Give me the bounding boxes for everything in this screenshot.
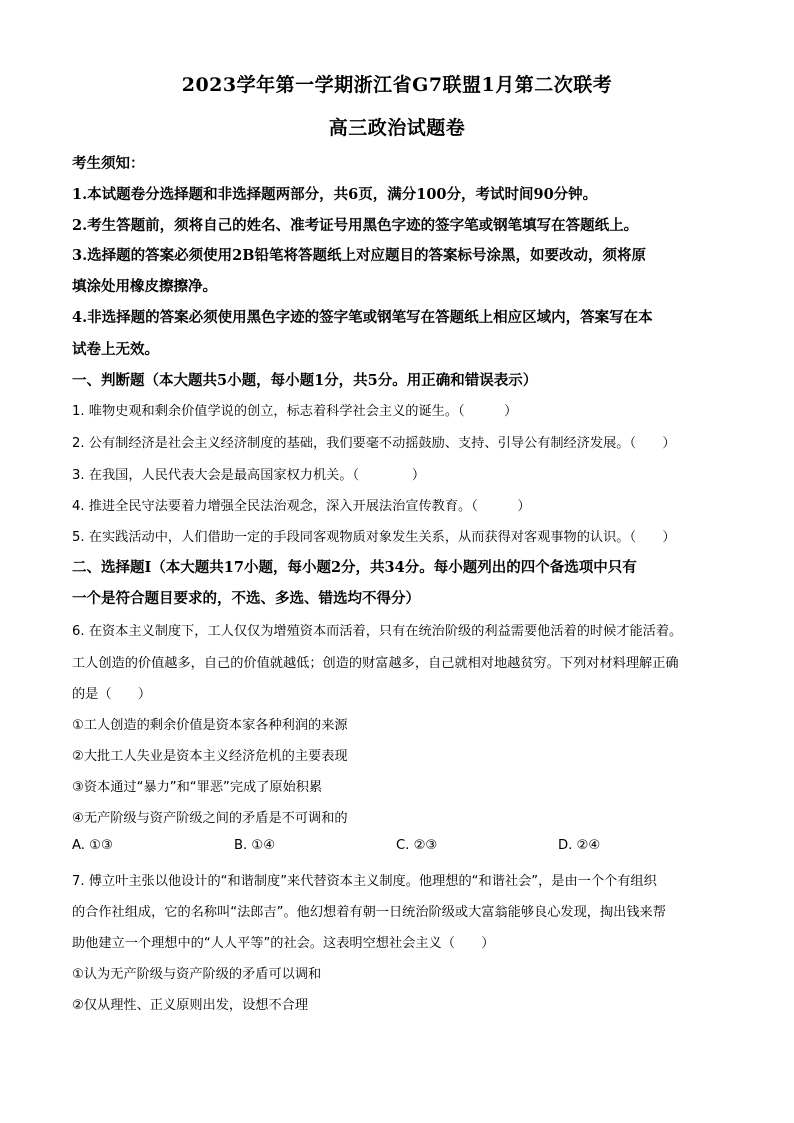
notice-item-3: 3.选择题的答案必须使用2B铅笔将答题纸上对应题目的答案标号涂黑，如要改动，须将原	[72, 247, 646, 264]
question-1: 1. 唯物史观和剩余价值学说的创立，标志着科学社会主义的诞生。（ ）	[72, 404, 518, 419]
question-6-option-c: C. ②③	[396, 838, 438, 853]
question-7-statement-2: ②仅从理性、正义原则出发，设想不合理	[72, 998, 309, 1013]
notice-item-1: 1.本试题卷分选择题和非选择题两部分，共6页，满分100分，考试时间90分钟。	[72, 186, 598, 203]
question-6-stem-end: 的是（ ）	[72, 687, 152, 702]
question-7-statement-1: ①认为无产阶级与资产阶级的矛盾可以调和	[72, 967, 322, 982]
page-title: 2023学年第一学期浙江省G7联盟1月第二次联考	[181, 74, 613, 96]
notice-item-2: 2.考生答题前，须将自己的姓名、准考证号用黑色字迹的签字笔或钢笔填写在答题纸上。	[72, 217, 639, 234]
question-4: 4. 推进全民守法要着力增强全民法治观念，深入开展法治宣传教育。（ ）	[72, 499, 531, 514]
question-6-stem-cont: 工人创造的价值越多，自己的价值就越低；创造的财富越多，自己就相对地越贫穷。下列对材料理解正确	[72, 656, 679, 671]
notice-item-3-cont: 填涂处用橡皮擦擦净。	[72, 278, 217, 295]
question-6-statement-2: ②大批工人失业是资本主义经济危机的主要表现	[72, 749, 348, 764]
question-6-statement-4: ④无产阶级与资产阶级之间的矛盾是不可调和的	[72, 811, 348, 826]
question-6-option-d: D. ②④	[558, 838, 601, 853]
notice-heading: 考生须知：	[72, 155, 145, 172]
question-6-option-a: A. ①③	[72, 838, 113, 853]
question-7-stem: 7. 傅立叶主张以他设计的“和谐制度”来代替资本主义制度。他理想的“和谐社会”，是由一个个有组织	[72, 874, 657, 889]
section-2-heading-cont: 一个是符合题目要求的，不选、多选、错选均不得分）	[72, 590, 420, 607]
notice-item-4: 4.非选择题的答案必须使用黑色字迹的签字笔或钢笔写在答题纸上相应区域内，答案写在本	[72, 309, 653, 326]
page-subtitle: 高三政治试题卷	[328, 117, 466, 139]
question-7-stem-cont: 的合作社组成，它的名称叫“法郎吉”。他幻想着有朝一日统治阶级或大富翁能够良心发现，掏出钱来帮	[72, 905, 666, 920]
question-7-stem-end: 助他建立一个理想中的“人人平等”的社会。这表明空想社会主义（ ）	[72, 936, 495, 951]
question-2: 2. 公有制经济是社会主义经济制度的基础，我们要毫不动摇鼓励、支持、引导公有制经济发展。（ ）	[72, 436, 676, 451]
section-1-heading: 一、判断题（本大题共5小题，每小题1分，共5分。用正确和错误表示）	[72, 372, 538, 389]
question-6-stem: 6. 在资本主义制度下，工人仅仅为增殖资本而活着，只有在统治阶级的利益需要他活着的时候才能活着。	[72, 624, 683, 639]
question-5: 5. 在实践活动中，人们借助一定的手段同客观物质对象发生关系，从而获得对客观事物的认识。（ ）	[72, 530, 676, 545]
question-6-statement-3: ③资本通过“暴力”和“罪恶”完成了原始积累	[72, 780, 323, 795]
notice-item-4-cont: 试卷上无效。	[72, 341, 159, 358]
section-2-heading: 二、选择题Ⅰ（本大题共17小题，每小题2分，共34分。每小题列出的四个备选项中只有	[72, 559, 637, 576]
question-3: 3. 在我国，人民代表大会是最高国家权力机关。（ ）	[72, 468, 426, 483]
question-6-option-b: B. ①④	[234, 838, 276, 853]
question-6-statement-1: ①工人创造的剩余价值是资本家各种利润的来源	[72, 718, 348, 733]
